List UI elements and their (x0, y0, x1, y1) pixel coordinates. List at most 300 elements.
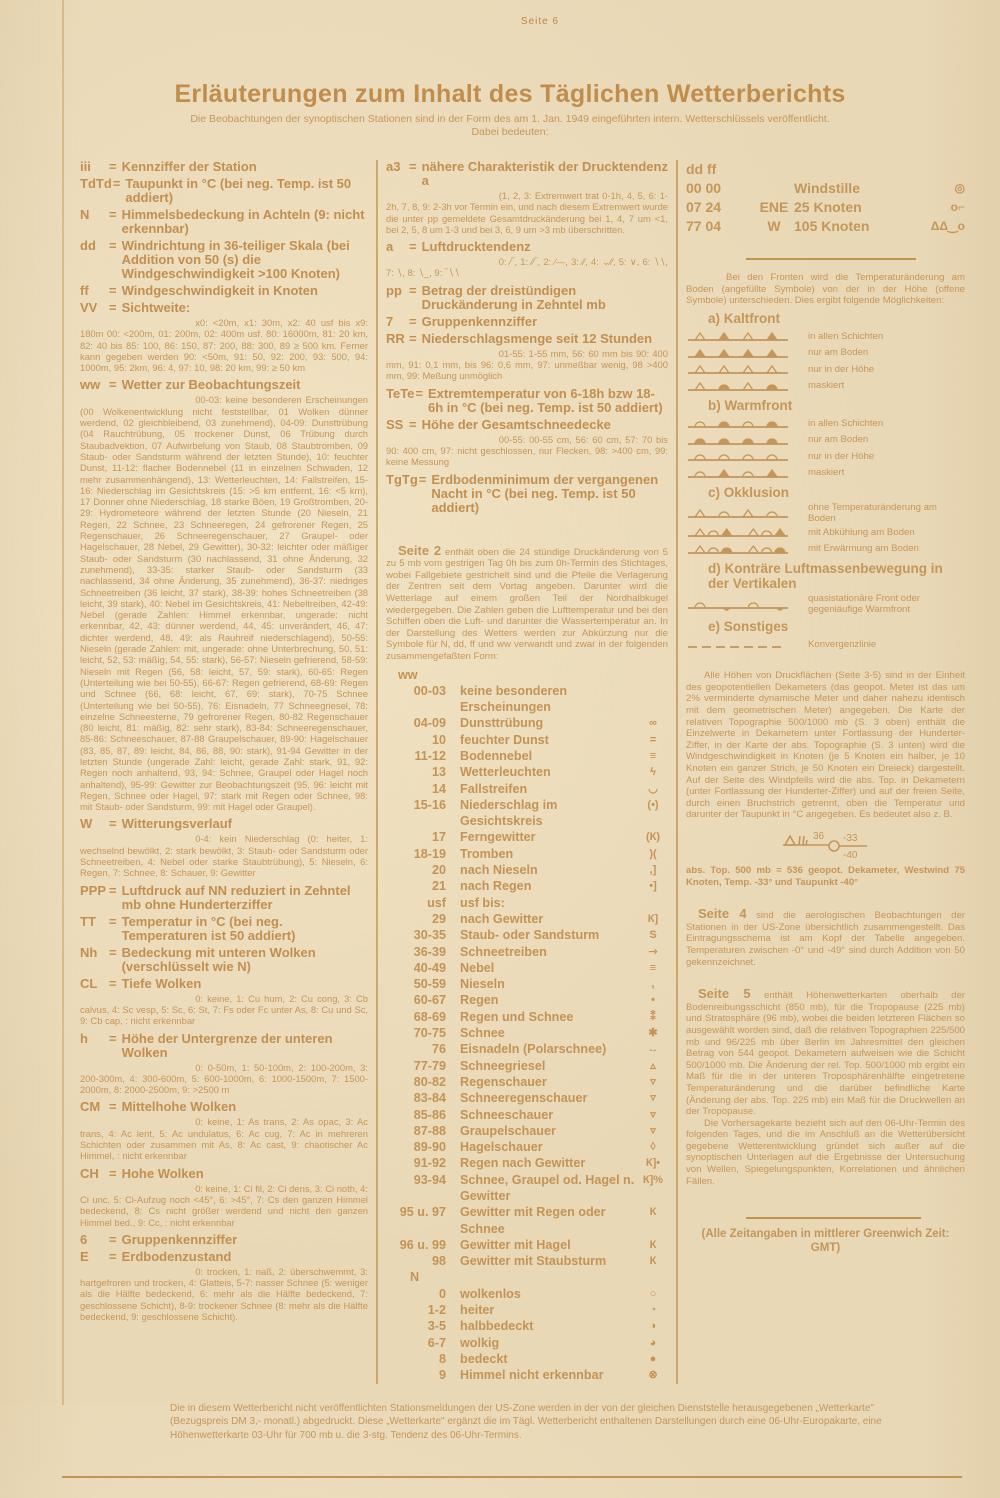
definition-label: Wetter zur Beobachtungszeit (121, 377, 301, 393)
definition-heading (80, 977, 368, 991)
definition-detail: 0: trocken, 1: naß, 2: überschwemmt, 3: hartgefroren und trocken, 4: Glatteis, 5-7: nasser Schnee (5: weniger als die Hälfte bedeckend, 6: mehr als die Hälfte bedeckend, 7: geschlossene Schicht), 8-9: trockener Schnee (8: mehr als die Hälfte bedeckend, 9: geschlossene Schicht). (80, 1265, 368, 1322)
definition-key: PPP (80, 882, 107, 898)
left-column-definitions (80, 160, 376, 1384)
row-label: Hagelschauer (460, 1140, 543, 1155)
weather-symbol-icon: К]% (642, 1173, 664, 1186)
row-label: Ferngewitter (460, 830, 536, 845)
definition-detail: 0: 0-50m, 1: 50-100m, 2: 100-200m, 3: 200-300m, 4: 300-600m, 5: 600-1000m, 6: 1000-1500m, 7: 1500-2000m, 8: 2000-2500m, 9: >2500 m (80, 1061, 368, 1096)
wind-arrow-symbol (781, 827, 871, 861)
definition-key: TgTg (386, 471, 418, 487)
row-code: 76 (431, 1042, 446, 1057)
definition-heading (80, 239, 368, 281)
weather-symbol-icon: S (649, 929, 657, 942)
table-row (386, 1302, 668, 1318)
front-legend-row (686, 593, 965, 615)
definition-heading (80, 301, 368, 315)
row-code: 15-16 (413, 797, 446, 812)
equals-sign: = (109, 913, 117, 929)
definition-item (80, 946, 368, 974)
definition-key: VV (80, 300, 98, 315)
definition-heading (80, 1167, 368, 1181)
row-label: Graupelschauer (460, 1123, 556, 1138)
definition-label: Windrichtung in 36-teiliger Skala (bei Addition von 50 (s) die Windgeschwindigkeit >100 Knoten) (121, 238, 350, 281)
front-symbol-icon (686, 506, 796, 520)
weather-symbol-icon: ≡ (649, 961, 657, 974)
wind-symbol-icon: ΔΔ‿o (930, 219, 965, 233)
table-row (386, 1123, 668, 1139)
table-row (386, 895, 668, 911)
definition-item (386, 160, 668, 235)
table-row (386, 1090, 668, 1106)
weather-symbol-icon (638, 895, 668, 911)
definition-heading (80, 884, 368, 912)
definition-key: TdTd (80, 176, 112, 191)
table-row (386, 878, 668, 894)
definition-detail: 00-03: keine besonderen Erscheinungen (00 Wolkenentwicklung nicht feststellbar, 01 Wolken dünner werdend, 02 gleichbleibend, 03 zunehmend), 04-09: Dunsttrübung (04 Rauchtrübung, 05 trockener Dunst, 06 Trübung durch Staubadvektion, 07 Aufwirbelung von Staub, 08 Staubtromben, 09 Staub- oder Sandsturm während der letzten Stunde), 10: feuchter Dunst, 11-12: flacher Bodennebel (11 in einzelnen Schwaden, 12 mehr zusammenhängend), 13: Wetterleuchten, 14: Fallstreifen, 15-16: Niederschlag im Gesichtskreis (15: >5 km entfernt, 16: <5 km), 17 Donner ohne Niederschlag, 18 starke Böen, 19 Großtromben, 20-29: Hydrometeore während der letzten Stunde (20 Nieseln, 21 Regen, 22 Schnee, 23 Schneeregen, 24 gefrorener Regen, 25 Regenschauer, 26 Schneeregenschauer, 27 Graupel- oder Hagelschauer, 28 Nebel, 29 Gewitter), 30-32: leichter oder mäßiger Staub- oder Sandsturm (30 nachlassend, 31 ohne Änderung, 32 zunehmend), 33-35: starker Staub- oder Sandsturm (33 nachlassend, 34 ohne Änderung, 35 zunehmend), 36-37: niedriges Schneetreiben (36 leicht, 37 stark), 38-39: hohes Schneetreiben (38 leicht, 39 stark), 40: Nebel im Gesichtskreis, 41: Nebeltreiben, 42-49: Nebel (gerade Zahlen: Himmel erkennbar, ungerade: nicht erkennbar, 42, 43: dünner werdend, 44, 45: unverändert, 46, 47: dichter werdend, 48, 49: als Rauhreif niederschlagend), 50-55: Nieseln (gerade Zahlen: mit, ungerade: ohne Unterbrechung, 50, 51: leicht, 52, 53: mäßig, 54, 55: stark), 56-57: Nieseln gefrierend, 58-59: Nieseln mit Regen (56, 58: leicht, 57, 59: stark), 60-65: Regen (Unterteilung wie bei 50-55), 66-67: Regen gefrierend, 68-69: Regen und Schnee (66, 68: leicht, 67, 69: stark), 70-75 Schnee (Unterteilung wie bei 50-55), 76: Eisnadeln, 77 Schneegriesel, 78: einzelne Schneesterne, 79 gefrorener Regen, 80-82 Regenschauer (80 leicht, 81: mäßig, 82: sehr stark), 83-84: Schneeregenschauer, 85-86: Schneeschauer, 87-88 Graupelschauer, 89-90: Hagelschauer (83, 85, 87, 89: leicht, 84, 86, 88, 90: stark), 91-94 Gewitter in der letzten Stunde (ungerade Zahl: leicht, gerade Zahl: stark, 91, 92: Regen noch anhaltend, 93, 94: Schnee, Graupel oder Hagel noch anhaltend), 95-99: Gewitter zur Beobachtungszeit (95, 96: leicht mit Regen, Schnee oder Hagel, 97: stark mit Regen oder Schnee, 98: mit Staub- oder Sandsturm, 99: mit Hagel oder Graupel). (80, 394, 368, 813)
definition-detail: 0: keine, 1: Ci fil, 2: Ci dens, 3: Ci noth, 4: Ci unc, 5: Ci-Aufzug noch <45°, 6: >45°, 7: Cs den ganzen Himmel bedeckend, 8: Cs nicht größer werdend und nicht den ganzen Himmel bed., 9: Cc, : nicht erkennbar (80, 1182, 368, 1228)
front-symbol-icon (686, 466, 796, 480)
n-header-row (386, 1269, 668, 1285)
row-label: Fallstreifen (460, 781, 528, 796)
definition-key: pp (386, 282, 402, 298)
definition-item (80, 160, 368, 174)
row-code: 10 (431, 732, 446, 747)
definition-key: ww (80, 377, 101, 393)
equals-sign: = (409, 282, 417, 298)
definition-label: Betrag der dreistündigen Druckänderung in Zehntel mb (421, 282, 606, 312)
definition-heading (386, 387, 668, 415)
front-symbol-icon (686, 362, 796, 376)
definition-item (386, 332, 668, 382)
equals-sign: = (109, 159, 117, 174)
front-description: nur am Boden (808, 434, 869, 446)
row-label: Wetterleuchten (460, 765, 551, 780)
front-legend-row (686, 448, 965, 465)
row-code: 70-75 (413, 1026, 446, 1041)
definition-detail: 0: keine, 1: Cu hum, 2: Cu cong, 3: Cb calvus, 4: Sc vesp, 5: Sc, 6: St, 7: Fs oder Fc unter As, 8: Cu und Sc, 9: Cb cap, : nicht erkennbar (80, 992, 368, 1027)
weather-symbol-icon: ✱ (648, 1027, 658, 1040)
definition-item (80, 1100, 368, 1161)
row-label: Schneeregenschauer (460, 1091, 588, 1106)
row-label: Nieseln (460, 977, 505, 992)
weather-symbol-icon: (К) (645, 831, 661, 844)
definition-key: W (80, 816, 93, 832)
table-row (386, 1025, 668, 1041)
weather-symbol-icon (638, 683, 668, 716)
table-row (386, 1286, 668, 1302)
definition-heading (80, 177, 368, 205)
example-temp: -33 (842, 833, 857, 844)
row-label: Niederschlag im Gesichtskreis (460, 797, 558, 829)
equals-sign: = (109, 1231, 117, 1247)
table-row (386, 683, 668, 716)
definition-label: Gruppenkennziffer (121, 1231, 238, 1247)
weather-symbol-icon: К (649, 1238, 657, 1251)
row-label: nach Gewitter (460, 911, 544, 926)
row-code: 3-5 (427, 1319, 446, 1334)
definition-key: a (386, 239, 394, 255)
row-code: 60-67 (413, 993, 446, 1008)
front-symbol-icon (686, 449, 796, 463)
table-row (386, 911, 668, 927)
definition-key: SS (386, 416, 404, 432)
definition-key: N (80, 207, 90, 222)
table-row (386, 1351, 668, 1367)
row-label: feuchter Dunst (460, 732, 549, 747)
definition-key: 7 (386, 313, 394, 329)
table-row (386, 846, 668, 862)
front-legend-row (686, 502, 965, 524)
definition-label: Extremtemperatur von 6-18h bzw 18-6h in °C (bei neg. Temp. ist 50 addiert) (428, 385, 663, 415)
three-column-layout (80, 160, 965, 1384)
seite5-lead: Seite 5 (698, 986, 751, 1002)
front-legend-row (686, 361, 965, 378)
table-row (386, 944, 668, 960)
definition-item (386, 315, 668, 329)
equals-sign: = (109, 975, 117, 991)
weather-symbol-icon: ▿ (650, 1108, 656, 1121)
table-row (386, 797, 668, 830)
definition-heading (386, 240, 668, 254)
definition-key: RR (386, 330, 405, 346)
definition-key: CL (80, 975, 98, 991)
equals-sign: = (409, 239, 417, 255)
definition-heading (80, 1032, 368, 1060)
table-row (386, 862, 668, 878)
row-code: 93-94 (413, 1172, 446, 1187)
table-row (386, 960, 668, 976)
row-code: 0 (438, 1286, 446, 1301)
weather-symbol-icon: ◕ (649, 1336, 657, 1349)
front-legend-row (686, 328, 965, 345)
row-code: 50-59 (413, 977, 446, 992)
definition-label: Himmelsbedeckung in Achteln (9: nicht erkennbar) (121, 207, 365, 236)
row-code: 20 (431, 863, 446, 878)
definition-item (80, 977, 368, 1027)
subtitle-line: Die Beobachtungen der synoptischen Stationen sind in der Form des am 1. Jan. 1949 eingeführten intern. Wetterschlüssels veröffentlicht. (190, 113, 830, 125)
front-description: nur in der Höhe (808, 450, 875, 462)
wind-direction: ENE (759, 199, 789, 215)
row-code: 17 (431, 830, 446, 845)
heights-paragraph: Alle Höhen von Druckflächen (Seite 3-5) sind in der Einheit des geopotentiellen Dekameters (das geopot. Meter ist das um 2% verminderte dynamische Meter und daher nahezu identisch mit dem geometrischen Meter) angegeben. Die Karte der relativen Topographie 500/1000 mb (S. 3 oben) enthält die Einzelwerte in Dekametern unter Fortlassung der Hunderter-Ziffer, in der Karte der abs. Topographie (S. 3 unten) wird die Windgeschwindigkeit in Knoten (je 5 Knoten ein halber, je 10 Knoten ein ganzer Strich, je 50 Knoten ein Dreieck) dargestellt. Auf der Seite des Windpfeils wird die abs. Top. in Dekametern (unter Fortlassung der Hunderter-Ziffer) und auf der freien Seite, durch einen Bruchstrich getrennt, oben die Temperatur und darunter der Taupunkt in °C angegeben. Es bedeutet also z. B. (686, 670, 965, 821)
seite2-paragraph (386, 542, 668, 663)
weather-symbol-icon: К] (647, 912, 659, 925)
divider (746, 258, 916, 260)
fronts-intro: Bei den Fronten wird die Temperaturänderung am Boden (angefüllte Symbole) von der in der Höhe (offene Symbole) unterschieden. Dies ergibt folgende Möglichkeiten: (686, 272, 965, 307)
definition-label: Tiefe Wolken (121, 975, 202, 991)
definition-key: iii (80, 159, 91, 174)
row-code: usf (427, 895, 446, 910)
weather-symbol-icon: • (651, 994, 655, 1007)
row-code: 18-19 (413, 846, 446, 861)
seite5-text: enthält Höhenwetterkarten oberhalb der Bodenreibungsschicht (850 mb), für die Tropopause (225 mb) und Stratosphäre (96 mb), wobei die beiden letzteren Flächen so ausgewählt worden sind, daß die relativen Topographien 225/500 mb und 96/225 mb über Berlin im Jahresmittel den gleichen Betrag von 544 geopot. Dekametern aufweisen wie die Schicht 500/1000 mb. Die Änderung der rel. Top. 500/1000 mb ergibt ein Maß für die in der unteren Troposphärenhälfte eingetretene Temperaturänderung und die darüber befindliche Karte (Änderung der abs. Top. 225 mb) ein Maß für die Druckwellen an der Tropopause. (686, 990, 966, 1118)
row-code: 30-35 (413, 928, 446, 943)
row-code: 1-2 (427, 1303, 446, 1318)
weather-symbol-icon: ϟ (650, 766, 656, 779)
definition-detail: 01-55: 1-55 mm, 56: 60 mm bis 90: 400 mm, 91: 0,1 mm, bis 96: 0,6 mm, 97: unmeßbar wenig, 98 >400 mm, 99: Meßung unmöglich (386, 347, 668, 382)
equals-sign: = (109, 238, 117, 253)
row-label: bedeckt (460, 1351, 508, 1366)
page-title: Erläuterungen zum Inhalt des Täglichen Wetterberichts (174, 80, 846, 108)
wind-label: 25 Knoten (794, 199, 862, 215)
n-header: N (410, 1270, 420, 1285)
table-row (386, 829, 668, 845)
row-label: nach Regen (460, 879, 532, 894)
row-label: Regen (460, 993, 499, 1008)
row-label: Schneetreiben (460, 944, 547, 959)
equals-sign: = (109, 1099, 117, 1115)
row-code: 14 (431, 781, 446, 796)
front-group-title: c) Okklusion (708, 484, 790, 500)
front-description: mit Abkühlung am Boden (808, 526, 915, 538)
weather-symbol-icon: ○ (649, 1287, 657, 1300)
table-row (386, 976, 668, 992)
equals-sign: = (409, 159, 417, 174)
equals-sign: = (109, 1248, 117, 1264)
example-height: 36 (812, 831, 824, 842)
equals-sign: = (109, 882, 117, 898)
definition-item (80, 817, 368, 878)
row-label: Tromben (460, 846, 514, 861)
definition-item (80, 208, 368, 236)
definition-heading (386, 284, 668, 312)
table-row (386, 1041, 668, 1057)
front-description: nur am Boden (808, 347, 869, 359)
wind-example-row (686, 179, 965, 198)
row-code: 9 (438, 1368, 446, 1383)
weather-symbol-icon: ◔ (649, 1304, 657, 1317)
right-column (676, 160, 965, 1384)
forecast-paragraph: Die Vorhersagekarte bezieht sich auf den 06-Uhr-Termin des folgenden Tages, und die im Anschluß an die Wetterübersicht gegebene Wetterentwicklung gründet sich außer auf die synoptischen Unterlagen auf die Ergebnisse der Untersuchung von Wellen, Spiegelungspunkten, Korrelationen und ähnlichen Fällen. (686, 1117, 965, 1187)
row-code: 8 (438, 1351, 446, 1366)
equals-sign: = (109, 283, 117, 298)
row-code: 21 (431, 879, 446, 894)
weather-symbol-icon: ⁑ (650, 1010, 656, 1023)
front-legend-row (686, 524, 965, 541)
front-description: in allen Schichten (808, 330, 884, 342)
definition-key: CM (80, 1099, 101, 1115)
front-symbol-icon (686, 542, 796, 556)
definition-item (80, 1167, 368, 1228)
table-row (386, 1009, 668, 1025)
definition-key: 6 (80, 1231, 88, 1247)
definition-heading (386, 315, 668, 329)
definition-key: dd (80, 238, 96, 253)
table-row (386, 927, 668, 943)
ddff-header: dd ff (686, 161, 717, 177)
definition-key: CH (80, 1165, 99, 1181)
example-dewpoint: -40 (842, 850, 857, 861)
table-row (386, 1253, 668, 1269)
weather-symbol-icon: ◑ (649, 1320, 657, 1333)
row-label: Gewitter mit Staubsturm (460, 1254, 607, 1269)
weather-symbol-icon: , (651, 978, 655, 991)
definition-label: Taupunkt in °C (bei neg. Temp. ist 50 addiert) (125, 176, 352, 205)
equals-sign: = (109, 944, 117, 960)
seite2-lead: Seite 2 (398, 542, 442, 558)
table-row (386, 992, 668, 1008)
equals-sign: = (112, 176, 121, 191)
row-code: 11-12 (414, 748, 446, 763)
row-label: heiter (460, 1303, 495, 1318)
definition-label: Mittelhohe Wolken (121, 1099, 237, 1115)
wind-label: Windstille (794, 180, 860, 196)
definition-heading (80, 284, 368, 298)
definition-label: Höhe der Gesamtschneedecke (421, 416, 611, 432)
wind-arrow-example (686, 827, 965, 861)
definition-label: Kennziffer der Station (121, 159, 257, 174)
row-label: nach Nieseln (460, 863, 538, 878)
wind-symbol-icon: o⌐ (950, 200, 965, 214)
weather-symbol-icon: ● (649, 1352, 657, 1365)
row-label: Gewitter mit Regen oder Schnee (460, 1205, 606, 1236)
front-legend-row (686, 636, 965, 653)
fronts-legend (686, 311, 965, 653)
front-description: maskiert (808, 467, 845, 479)
weather-symbol-icon: ▿ (650, 1075, 656, 1088)
row-code: 95 u. 97 (399, 1205, 446, 1220)
row-label: keine besonderen Erscheinungen (460, 683, 568, 715)
definition-key: E (80, 1248, 89, 1264)
definition-key: a3 (386, 159, 401, 174)
definition-item (386, 418, 668, 468)
front-group-title: b) Warmfront (708, 397, 793, 413)
definition-heading (80, 1233, 368, 1247)
equals-sign: = (418, 471, 427, 487)
weather-symbol-icon: К (649, 1206, 657, 1219)
definition-key: TT (80, 913, 96, 929)
front-description: maskiert (808, 380, 845, 392)
page-number: Seite 6 (520, 16, 560, 27)
definition-heading (80, 946, 368, 974)
weather-symbol-icon: •] (649, 880, 657, 893)
definition-label: Witterungsverlauf (121, 816, 232, 832)
equals-sign: = (109, 816, 117, 832)
weather-symbol-icon: = (649, 733, 657, 746)
row-label: Dunsttrübung (460, 716, 544, 731)
definition-label: nähere Charakteristik der Drucktendenz a (421, 159, 668, 188)
table-row (386, 781, 668, 797)
row-label: Bodennebel (460, 748, 533, 763)
equals-sign: = (409, 416, 417, 432)
weather-symbol-icon: ⊗ (648, 1369, 658, 1382)
front-group-title: e) Sonstiges (708, 618, 789, 634)
row-label: Regen und Schnee (460, 1009, 574, 1024)
definition-item (80, 284, 368, 298)
wind-direction: W (767, 218, 781, 234)
weather-symbol-icon: К]• (645, 1157, 661, 1170)
wind-symbol-icon: ◎ (954, 181, 965, 195)
definition-heading (80, 915, 368, 943)
definition-label: Erdbodenminimum der vergangenen Nacht in °C (bei neg. Temp. ist 50 addiert) (431, 471, 659, 515)
front-description: ohne Temperaturänderung am Boden (808, 501, 937, 524)
definition-detail: 00-55: 00-55 cm, 56: 60 cm, 57: 70 bis 90: 400 cm, 97: nicht geschlossen, nur Flecken, 98: >400 cm, 99: keine Messung (386, 433, 668, 468)
definition-heading (386, 418, 668, 432)
definition-item (80, 1250, 368, 1322)
definition-label: Bedeckung mit unteren Wolken (verschlüsselt wie N) (121, 944, 316, 974)
row-label: Schnee, Graupel od. Hagel n. Gewitter (460, 1172, 635, 1203)
definition-key: TeTe (386, 385, 415, 401)
row-code: 00-03 (413, 683, 446, 698)
front-description: mit Erwärmung am Boden (808, 543, 919, 555)
weather-symbol-icon: ⇾ (648, 945, 658, 958)
row-code: 96 u. 99 (399, 1237, 446, 1252)
definition-heading (80, 378, 368, 392)
row-label: usf bis: (460, 895, 505, 910)
seite4-paragraph (686, 908, 965, 968)
front-group-title: a) Kaltfront (708, 310, 780, 326)
definition-item (386, 473, 668, 515)
front-symbol-icon (686, 525, 796, 539)
wind-code: 00 00 (686, 180, 722, 196)
front-legend-row (686, 377, 965, 394)
seite5-paragraph (686, 988, 965, 1118)
wind-example-row (686, 198, 965, 217)
front-description: Konvergenzlinie (808, 638, 877, 650)
seite4-lead: Seite 4 (698, 906, 747, 922)
table-row (386, 1237, 668, 1253)
row-code: 87-88 (413, 1123, 446, 1138)
seite2-text: enthält oben die 24 stündige Druckänderung von 5 zu 5 mb vom gestrigen Tag 0h bis zum 0h-Termin des Stichtages, wobei Fallgebiete gestrichelt sind und die Pfeile die Verlagerung der Zentren seit dem Vortag angeben. Darunter wird die Wetterlage auf einem großen Teil der Nordhalbkugel wiedergegeben. Die Zahlen geben die Lufttemperatur und bei den Schiffen oben die Luft- und darunter die Wassertemperatur an. In der Darstellung des Wetters werden zur Abkürzung nur die Symbole für N, dd, ff und ww verwandt und zwar in der folgenden zusammengefaßten Form: (386, 546, 668, 662)
definition-detail: 0-4: kein Niederschlag (0: heiter, 1: wechselnd bewölkt, 2: stark bewölkt, 3: Staub- oder Sandsturm oder Schneetreiben, 4: Nebel oder starke Staubtrübung), 5: Nieseln, 6: Regen, 7: Schnee, 8: Schauer, 9: Gewitter (80, 833, 368, 879)
row-label: Nebel (460, 960, 495, 975)
table-row (386, 1335, 668, 1351)
definition-item (386, 387, 668, 415)
definition-heading (80, 817, 368, 831)
row-label: Regen nach Gewitter (460, 1156, 586, 1171)
row-label: halbbedeckt (460, 1319, 534, 1334)
table-row (386, 1139, 668, 1155)
definition-label: Höhe der Untergrenze der unteren Wolken (121, 1030, 333, 1060)
page-content (80, 160, 965, 1498)
row-label: Schnee (460, 1026, 505, 1041)
middle-definitions (386, 160, 668, 515)
definition-item (80, 1233, 368, 1247)
wind-code: 77 04 (686, 218, 722, 234)
equals-sign: = (409, 313, 417, 329)
bottom-rule (62, 1476, 962, 1478)
definition-item (80, 1032, 368, 1096)
definition-item (80, 177, 368, 205)
ww-header: ww (398, 667, 418, 682)
front-symbol-icon (686, 346, 796, 360)
time-note: (Alle Zeitangaben in mittlerer Greenwich Zeit: GMT) (701, 1228, 950, 1255)
front-symbol-icon (686, 433, 796, 447)
row-label: wolkig (460, 1335, 500, 1350)
weather-symbol-icon: ,] (649, 864, 657, 877)
example-explanation: abs. Top. 500 mb = 536 geopot. Dekameter, Westwind 75 Knoten, Temp. -33° und Taupunkt -40° (686, 865, 965, 888)
definition-label: Temperatur in °C (bei neg. Temperaturen ist 50 addiert) (121, 913, 296, 943)
definition-label: Sichtweite: (121, 300, 191, 315)
definition-item (80, 915, 368, 943)
subtitle-note: Dabei bedeuten: (471, 126, 549, 138)
definition-heading (80, 1100, 368, 1114)
footer-note: Die in diesem Wetterbericht nicht veröffentlichten Stationsmeldungen der US-Zone werden in der von der gleichen Dienststelle herausgegebenen „Wetterkarte" (Bezugspreis DM 3,- monatl.) abgedruckt. Diese „Wetterkarte" ergänzt die im Tägl. Wetterbericht enthaltenen Darstellungen durch eine 06-Uhr-Europakarte, eine Höhenwetterkarte 03-Uhr für 700 mb u. die 3-stg. Tendenz des 06-Uhr-Termins. (170, 1402, 882, 1441)
definition-label: Windgeschwindigkeit in Knoten (121, 283, 318, 298)
row-code: 83-84 (413, 1091, 446, 1106)
row-code: 68-69 (413, 1009, 446, 1024)
subtitle (60, 113, 960, 139)
table-row (386, 1107, 668, 1123)
front-symbol-icon (686, 329, 796, 343)
row-label: Schneegriesel (460, 1058, 546, 1073)
weather-symbol-icon: ↔ (647, 1043, 659, 1056)
definition-item (80, 378, 368, 812)
front-description: quasistationäre Front oder gegenläufige Warmfront (808, 592, 920, 615)
weather-symbol-icon: ∞ (649, 717, 657, 730)
wind-code: 07 24 (686, 199, 722, 215)
equals-sign: = (109, 1165, 117, 1181)
